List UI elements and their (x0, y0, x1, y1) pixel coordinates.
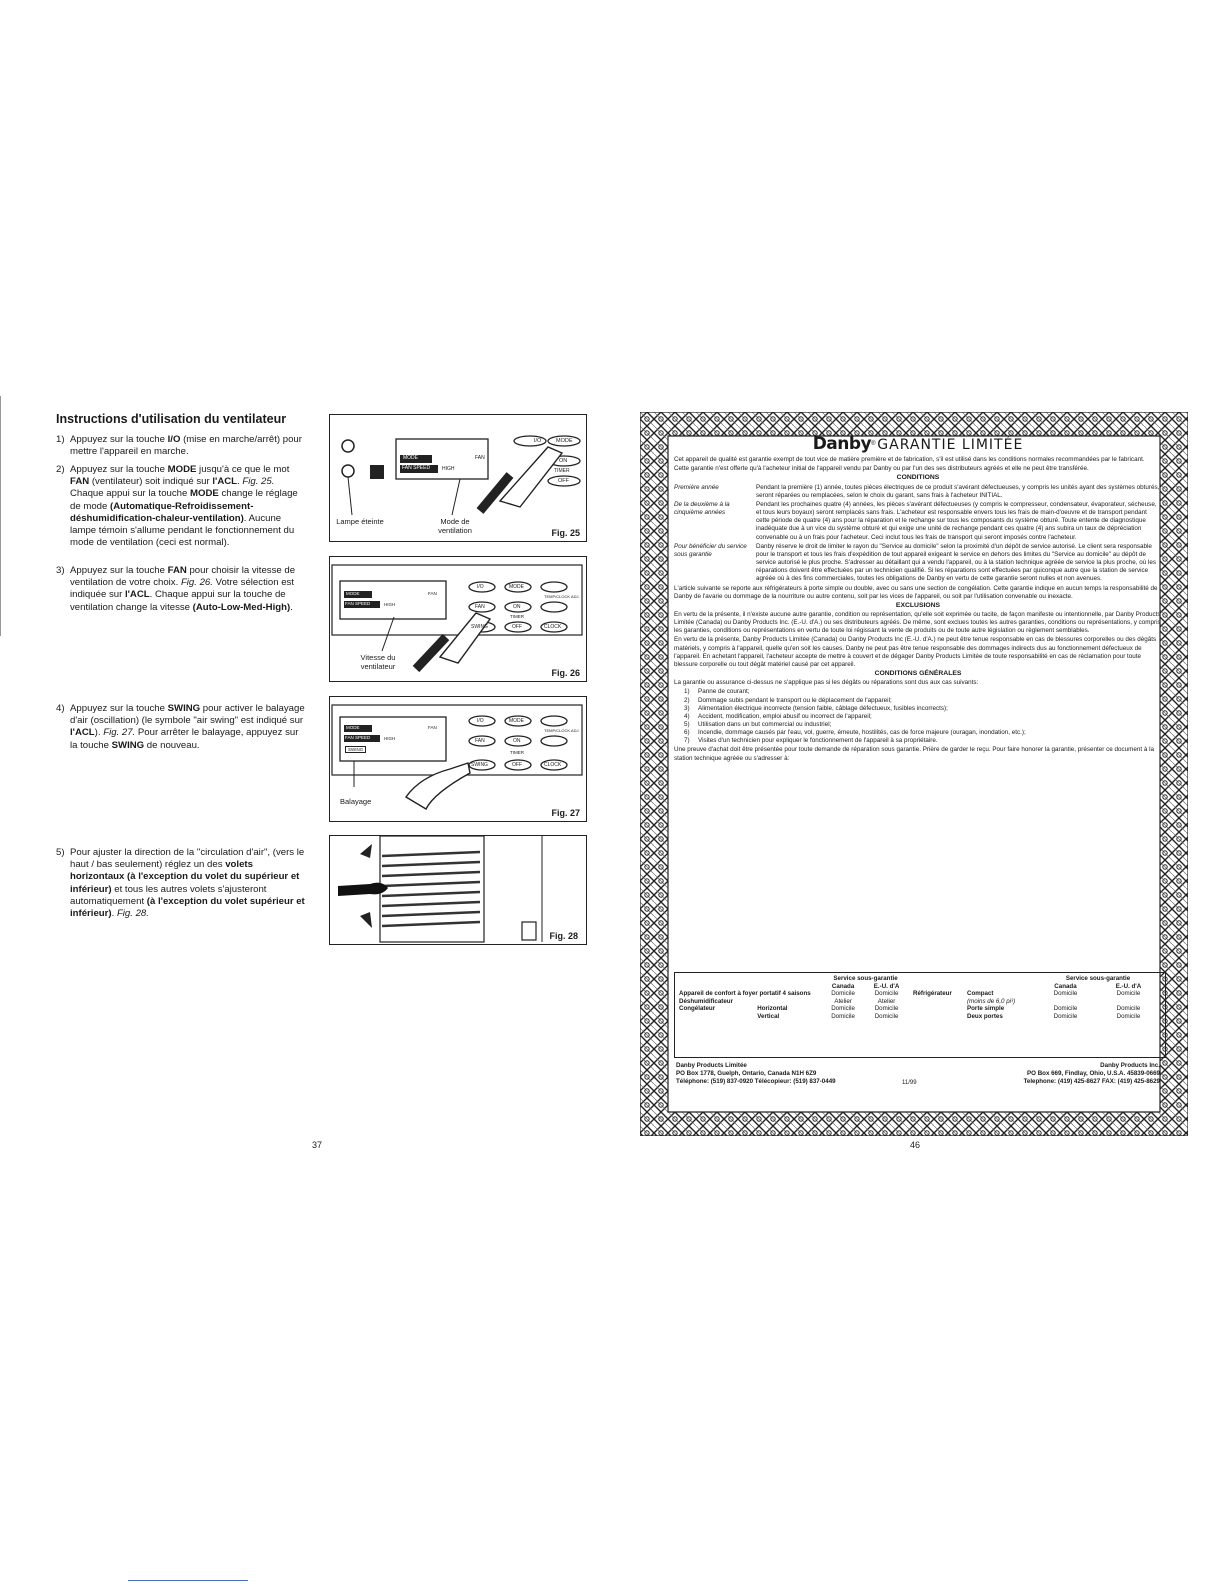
column-header-usa: E.-U. d'A (1115, 982, 1142, 990)
conditions-heading: CONDITIONS (896, 474, 940, 482)
off-button[interactable]: OFF (558, 478, 569, 484)
warranty-header: Danby® GARANTIE LIMITÉE (812, 434, 1024, 454)
fridge-label: Réfrigérateur (913, 990, 952, 998)
lcd-high-indicator: HIGH (384, 602, 396, 607)
swing-button[interactable]: SWING (471, 762, 488, 768)
off-button[interactable]: OFF (512, 762, 522, 768)
lcd-fan-indicator: FAN (428, 725, 437, 730)
condition-text: Pendant la première (1) année, toutes pièces électriques de ce produit s'avérant défectueuses, y compris les unités ayant des systèmes obturés, seront réparées ou remplacées, selon le choix du garant, sans frais à l'acheteur INITIAL. (756, 483, 1160, 499)
figure-28 (329, 835, 587, 945)
figure-26 (329, 556, 587, 682)
io-button[interactable]: I/O (477, 718, 484, 724)
fan-button[interactable]: FAN (475, 738, 485, 744)
condition-text: Danby réserve le droit de limiter le rayon du "Service au domicile" selon la proximité d'un dépôt de service autorisé. Le client sera responsable pour le transport et tous les frais d'expédition de tout appareil exigeant le service en dehors des limites du "Service au domicile" au dépôt de service autorisé le plus proche. S'adresser au détaillant qui a vendu l'appareil, ou à la station technique agréée de service la plus proche, où les réparations doivent être effectuées par un technicien qualifié. Si les réparations sont effectuées par quiconque autre que la station de service agréée où à des fins commerciales, toutes les obligations de Danby en vertu de cette garantie seront nulles et non avenues. (756, 542, 1157, 583)
on-button[interactable]: ON (513, 604, 521, 610)
list-item: 3) Alimentation électrique incorrecte (tension faible, câblage défectueux, fusibles incorrects); (684, 704, 948, 712)
instruction-step-3 (56, 565, 306, 614)
temp-clock-label: TEMP/CLOCK ADJ. (544, 728, 580, 733)
intro-paragraph-2: Cette garantie n'est offerte qu'à l'acheteur initial de l'appareil vendu par Danby ou par l'un des ses distributeurs agréés et elle ne peut être transférée. (674, 465, 1089, 473)
service-table-left (677, 975, 909, 1021)
condition-first-year (674, 484, 1162, 500)
list-item: 6) Incendie, dommage causés par l'eau, vol, guerre, émeute, hostilités, cas de force majeure (ouragan, inondation, etc.); (684, 729, 1026, 737)
lcd-mode-indicator: MODE (346, 591, 360, 596)
step-number: 5) (56, 847, 65, 858)
general-intro: La garantie ou assurance ci-dessus ne s'applique pas si les dégâts ou réparations sont dus aux cas suivants: (674, 679, 979, 687)
column-header-canada: Canada (1054, 982, 1077, 990)
lcd-fan-indicator: FAN (475, 455, 485, 461)
freezer-paragraph: L'article suivante se reporte aux réfrigérateurs à porte simple ou double, avec ou sans une section de congélation. Cette garantie indique en aucun temps la responsabilité de Danby de l'avarie ou dommage de la nourriture ou autre contenu, soit par les vices de l'appareil, ou soit par l'utilisation convenable ou inexacte. (674, 584, 1158, 600)
condition-years-two-five (674, 501, 1162, 542)
step-text: Appuyez sur la touche FAN pour choisir la vitesse de ventilation de votre choix. Fig. 26. Votre sélection est indiquée sur l'ACL. Chaque appui sur la touche de ventilation change la vitesse (Auto-Low-Med-High). (70, 565, 296, 613)
mode-button[interactable]: MODE (556, 438, 573, 444)
section-title: Instructions d'utilisation du ventilateur (56, 412, 287, 426)
figure-label: Fig. 25 (551, 528, 580, 538)
instruction-step-1 (56, 434, 306, 458)
condition-label: De la deuxième à la cinquième années (674, 500, 730, 517)
exclusions-paragraph-1: En vertu de la présente, il n'existe aucune autre garantie, condition ou représentation, qu'elle soit exprimée ou tacite, de façon manifeste ou intentionnelle, par Danby Products Limitée (Canada) ou Danby Products Inc. (E.-U. d'A.) ou ses distributeurs agréés. De même, sont exclues toutes les autres garanties, conditions ou représentations, y compris les garanties, conditions ou représentations en vertu de toute loi régissant la vente de produits ou de toute autre législation ou règlement semblables. (674, 610, 1161, 635)
caption-swing: Balayage (340, 797, 372, 806)
page-number: 37 (312, 1140, 323, 1150)
column-header-canada: Canada (831, 982, 855, 990)
condition-warranty-service (674, 543, 1162, 584)
lcd-high-indicator: HIGH (442, 466, 455, 472)
lcd-fanspeed-indicator: FAN SPEED (345, 735, 371, 740)
service-table (674, 972, 1166, 1058)
condition-label: Pour bénéficier du service sous garantie (674, 542, 747, 558)
column-header-usa: E.-U. d'A (873, 982, 900, 990)
caption-fan-speed: Vitesse du ventilateur (360, 653, 396, 671)
step-number: 2) (56, 464, 65, 475)
lcd-swing-indicator: SWING (345, 746, 366, 753)
list-item: 4) Accident, modification, emploi abusif ou incorrect de l'appareil; (684, 712, 872, 720)
page-number: 46 (910, 1140, 921, 1150)
figure-25 (329, 414, 587, 542)
timer-label: TIMER (510, 614, 524, 619)
table-row: Deux portes Domicile Domicile (967, 1012, 1141, 1020)
table-row: Appareil de confort à foyer portatif 4 saisons Domicile Domicile (679, 990, 899, 998)
step-text: Pour ajuster la direction de la "circulation d'air", (vers le haut / bas seulement) réglez un des volets horizontaux (à l'exception du volet du supérieur et inférieur) et tous les autres volets s'ajusteront automatiquement (à l'exception du volet supérieur et inférieur). Fig. 28. (70, 847, 305, 920)
footer-date: 11/99 (902, 1080, 917, 1086)
footer-canada-address: Danby Products Limitée PO Box 1778, Guelph, Ontario, Canada N1H 6Z9 Téléphone: (519) 837-0920 Télécopieur: (519) 837-0449 (676, 1062, 836, 1085)
footer-usa-address: Danby Products Inc. PO Box 669, Findlay, Ohio, U.S.A. 45839-0669 Telephone: (419) 425-8627 FAX: (419) 425-8629 (1023, 1062, 1160, 1085)
lcd-mode-indicator: MODE (403, 455, 418, 461)
on-button[interactable]: ON (513, 738, 521, 744)
fan-button[interactable]: FAN (475, 604, 485, 610)
clock-button[interactable]: CLOCK (544, 762, 562, 768)
io-button[interactable]: I/O (534, 438, 542, 444)
louvers-illustration (330, 836, 586, 944)
instruction-step-4 (56, 703, 306, 752)
scan-edge-line (0, 396, 1, 636)
general-conditions-list (674, 688, 1162, 745)
swing-button[interactable]: SWING (471, 624, 488, 630)
timer-label: TIMER (510, 750, 524, 755)
condition-text: Pendant les prochaines quatre (4) années, les pièces s'avérant défectueuses (y compris le compresseur, condensateur, évaporateur, sécheuse, et tous leurs boyaux) seront remplacés sans frais. L'acheteur est responsable envers tous les frais de main-d'oeuvre et de transport pendant cette période de quatre (4) ans pour la réparation et le rechange sur tous les composants du système obturé. Toute entente de diagnostique inadéquate due à un vice du système obturé et qui exige une unité de rechange pendant ces quatre (4) ans subira un taux de dépréciation convenable ou à un frais pour l'acheteur. Ceci inclut tous les frais de transport qui seront imposés contre l'acheteur. (756, 500, 1157, 541)
lcd-high-indicator: HIGH (384, 736, 396, 741)
condition-label: Première année (674, 483, 719, 491)
lcd-fanspeed-indicator: FAN SPEED (345, 601, 371, 606)
table-row: Réfrigérateur Compact (moins de 6,0 pi³) Domicile Domicile (913, 990, 1141, 1005)
scan-underline (128, 1580, 248, 1581)
lcd-fanspeed-indicator: FAN SPEED (402, 465, 431, 471)
danby-logo: Danby (812, 434, 872, 454)
table-row: Congélateur Horizontal Domicile Domicile (679, 1005, 899, 1013)
temp-clock-label: TEMP/CLOCK ADJ. (544, 594, 580, 599)
step-text: Appuyez sur la touche MODE jusqu'à ce que le mot FAN (ventilateur) soit indiqué sur l'ACL. Fig. 25. Chaque appui sur la touche MODE change le réglage de mode (Automatique-Refroidissement-déshumidification-chaleur-ventilation). Aucune lampe témoin s'allume pendant le fonctionnement du mode de ventilation (ceci est normal). (70, 464, 298, 549)
caption-lamp-off: Lampe éteinte (336, 517, 384, 526)
step-text: Appuyez sur la touche SWING pour activer le balayage d'air (oscillation) (le symbole "air swing" est indiqué sur l'ACL). Fig. 27. Pour arrêter le balayage, appuyez sur la touche SWING de nouveau. (70, 703, 305, 751)
exclusions-paragraph-2: En vertu de la présente, Danby Products Limitée (Canada) ou Danby Products Inc (E.-U. d'A.) ne peut être tenue responsable en cas de blessures corporelles ou des dégâts matériels, y compris à l'appareil, quelle qu'en soit les causes. Danby ne peut pas être tenue responsable des dommages indirects dus au fonctionnement défectueux de l'appareil. En achetant l'appareil, l'acheteur accepte de mettre à couvert et de dégager Danby Products Limitée de toute responsabilité en cas de réclamation pour toute blessure corporelle ou tout dégât matériel causé par cet appareil. (674, 636, 1157, 668)
lcd-mode-indicator: MODE (346, 725, 360, 730)
intro-paragraph-1: Cet appareil de qualité est garantie exempt de tout vice de matière première et de fabrication, s'il est utilisé dans les conditions normales recommandées par le fabricant. (674, 456, 1145, 464)
caption-fan-mode: Mode de ventilation (438, 517, 472, 535)
step-number: 3) (56, 565, 65, 576)
exclusions-heading: EXCLUSIONS (895, 601, 941, 609)
list-item: 1) Panne de courant; (684, 688, 750, 696)
table-header: Service sous-garantie (833, 975, 898, 982)
lcd-fan-indicator: FAN (428, 591, 437, 596)
step-text: Appuyez sur la touche I/O (mise en marche/arrêt) pour mettre l'appareil en marche. (70, 434, 302, 458)
table-row: Déshumidificateur Atelier Atelier (679, 997, 896, 1005)
proof-of-purchase-paragraph: Une preuve d'achat doit être présentée pour toute demande de réparation sous garantie. Prière de garder le reçu. Pour faire honorer la garantie, présenter ce document à la station technique agréée ou s'adresser à: (674, 746, 1155, 762)
step-number: 4) (56, 703, 65, 714)
warranty-title: GARANTIE LIMITÉE (877, 437, 1024, 453)
figure-label: Fig. 27 (551, 808, 580, 818)
mode-button[interactable]: MODE (509, 584, 524, 590)
clock-button[interactable]: CLOCK (544, 624, 562, 630)
service-table-right (911, 975, 1161, 1021)
list-item: 7) Visites d'un technicien pour expliquer le fonctionnement de l'appareil à sa propriétaire. (684, 737, 938, 745)
table-row: Vertical Domicile Domicile (757, 1012, 899, 1020)
step-number: 1) (56, 434, 65, 445)
on-button[interactable]: ON (559, 458, 568, 464)
instruction-step-2 (56, 464, 306, 549)
off-button[interactable]: OFF (512, 624, 522, 630)
table-header: Service sous-garantie (1065, 975, 1131, 982)
list-item: 2) Dommage subis pendant le transport ou le déplacement de l'appareil; (684, 696, 892, 704)
timer-label: TIMER (554, 468, 570, 474)
list-item: 5) Utilisation dans un but commercial ou industriel; (684, 721, 832, 728)
table-row: Porte simple Domicile Domicile (967, 1005, 1141, 1013)
io-button[interactable]: I/O (477, 584, 484, 590)
mode-button[interactable]: MODE (509, 718, 524, 724)
figure-27 (329, 696, 587, 822)
general-conditions-heading: CONDITIONS GÉNÉRALES (874, 670, 962, 678)
instruction-step-5 (56, 847, 306, 920)
figure-label: Fig. 26 (551, 668, 580, 678)
figure-label: Fig. 28 (549, 931, 578, 941)
